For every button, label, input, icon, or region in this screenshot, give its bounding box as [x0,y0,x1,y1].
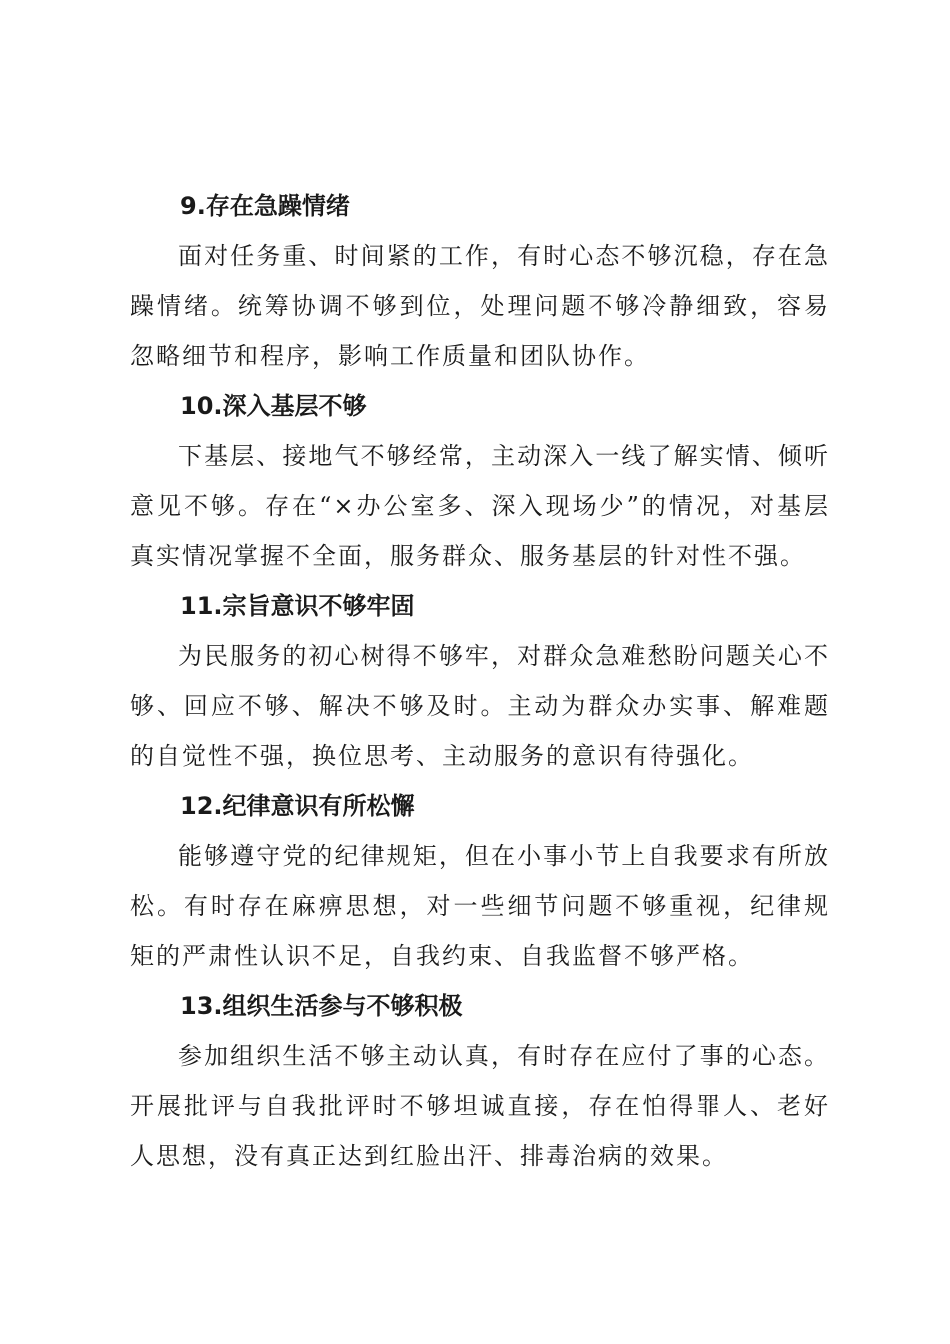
section-paragraph: 参加组织生活不够主动认真，有时存在应付了事的心态。开展批评与自我批评时不够坦诚直接，存在怕得罪人、老好人思想，没有真正达到红脸出汗、排毒治病的效果。 [130,1042,830,1170]
section-heading: 10.深入基层不够 [180,392,367,420]
section-12 [130,781,830,981]
section-heading: 9.存在急躁情绪 [180,192,350,220]
section-9 [130,181,830,381]
section-13 [130,981,830,1181]
section-paragraph: 能够遵守党的纪律规矩，但在小事小节上自我要求有所放松。有时存在麻痹思想，对一些细节问题不够重视，纪律规矩的严肃性认识不足，自我约束、自我监督不够严格。 [130,842,830,970]
section-10 [130,381,830,581]
section-heading: 11.宗旨意识不够牢固 [180,592,415,620]
section-paragraph: 面对任务重、时间紧的工作，有时心态不够沉稳，存在急躁情绪。统筹协调不够到位，处理问题不够冷静细致，容易忽略细节和程序，影响工作质量和团队协作。 [130,242,830,370]
section-paragraph: 下基层、接地气不够经常，主动深入一线了解实情、倾听意见不够。存在“×办公室多、深入现场少”的情况，对基层真实情况掌握不全面，服务群众、服务基层的针对性不强。 [130,442,830,570]
document-content [130,181,830,1181]
section-11 [130,581,830,781]
section-heading: 12.纪律意识有所松懈 [180,792,415,820]
section-paragraph: 为民服务的初心树得不够牢，对群众急难愁盼问题关心不够、回应不够、解决不够及时。主动为群众办实事、解难题的自觉性不强，换位思考、主动服务的意识有待强化。 [130,642,830,770]
section-heading: 13.组织生活参与不够积极 [180,992,463,1020]
